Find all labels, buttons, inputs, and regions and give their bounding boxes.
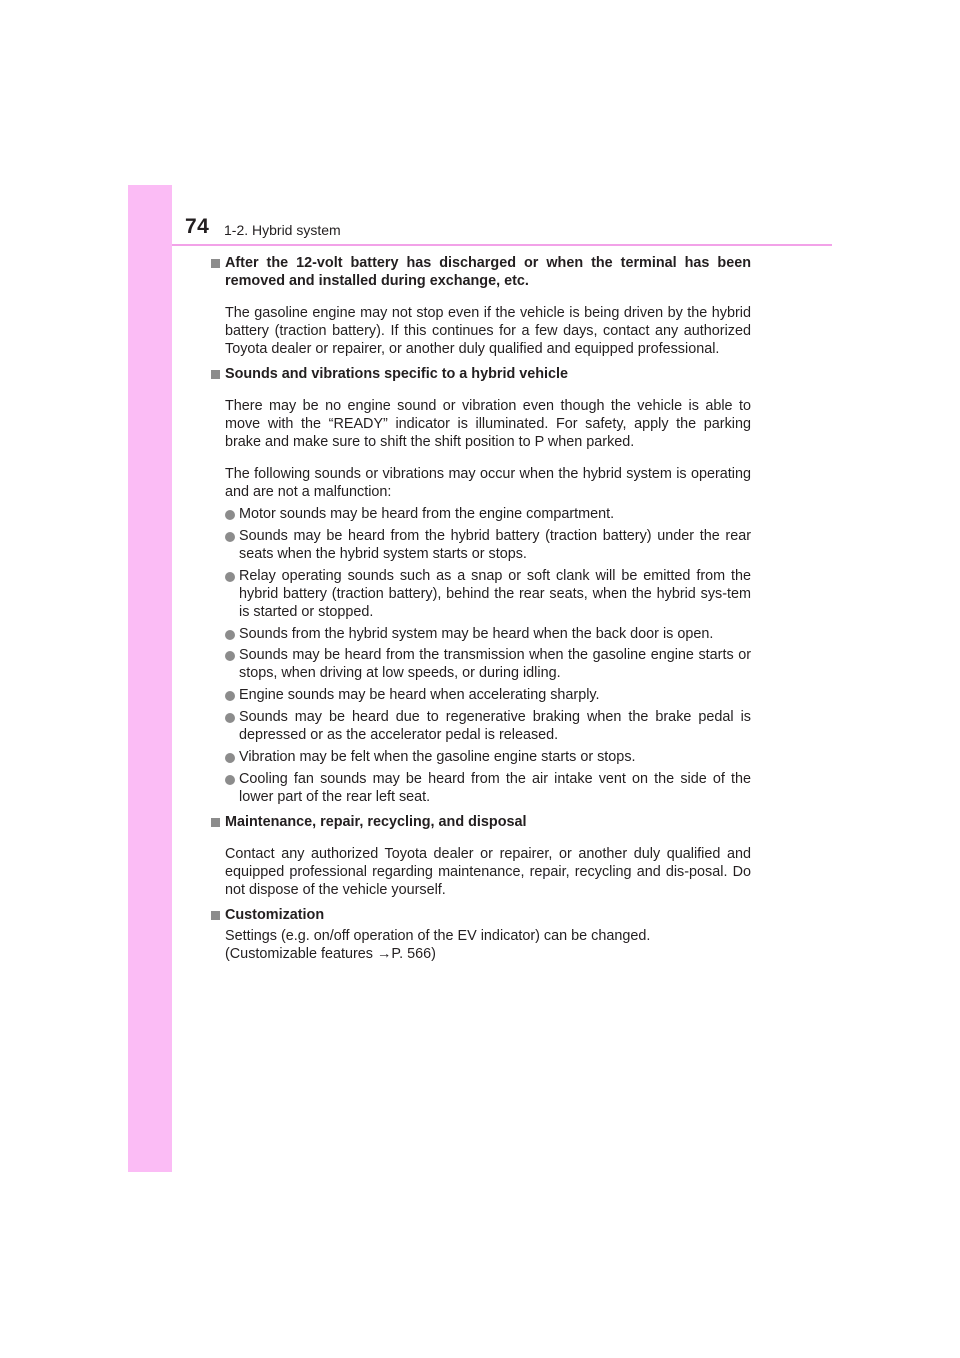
circle-bullet-icon xyxy=(225,532,235,542)
circle-bullet-icon xyxy=(225,713,235,723)
circle-bullet-icon xyxy=(225,753,235,763)
list-item-text: Sounds may be heard from the hybrid battery (traction battery) under the rear seats when the hybrid system starts or stops. xyxy=(239,528,751,562)
list-item xyxy=(225,647,751,683)
section-heading xyxy=(211,366,751,384)
list-item xyxy=(225,709,751,745)
header-rule xyxy=(172,244,832,246)
list-item-text: Sounds may be heard due to regenerative braking when the brake pedal is depressed or as the accelerator pedal is released. xyxy=(239,709,751,744)
list-item xyxy=(225,568,751,622)
section-battery-discharge xyxy=(211,255,751,359)
section-heading xyxy=(211,907,751,925)
side-color-band xyxy=(128,185,172,1172)
cross-reference-page[interactable]: P. 566) xyxy=(391,945,436,962)
list-item xyxy=(225,528,751,564)
page-header xyxy=(172,212,832,248)
square-bullet-icon xyxy=(211,818,220,827)
list-item-text: Vibration may be felt when the gasoline engine starts or stops. xyxy=(239,749,636,766)
list-item xyxy=(225,749,751,767)
content xyxy=(211,255,751,970)
arrow-right-icon: → xyxy=(376,945,392,962)
list-item-text: Cooling fan sounds may be heard from the air intake vent on the side of the lower part of the rear left seat. xyxy=(239,770,751,805)
section-sounds-vibrations xyxy=(211,366,751,807)
list-item-text: Sounds from the hybrid system may be heard when the back door is open. xyxy=(239,625,714,642)
bullet-list xyxy=(211,506,751,807)
circle-bullet-icon xyxy=(225,630,235,640)
page-number: 74 xyxy=(185,215,210,238)
circle-bullet-icon xyxy=(225,510,235,520)
section-customization xyxy=(211,907,751,964)
section-heading-text: Customization xyxy=(225,906,325,923)
section-title: 1-2. Hybrid system xyxy=(224,222,341,238)
circle-bullet-icon xyxy=(225,775,235,785)
list-item-text: Motor sounds may be heard from the engine compartment. xyxy=(239,506,615,523)
square-bullet-icon xyxy=(211,911,220,920)
list-item xyxy=(225,626,751,644)
list-item-text: Engine sounds may be heard when accelerating sharply. xyxy=(239,687,600,704)
section-maintenance xyxy=(211,814,751,900)
list-item xyxy=(225,506,751,524)
paragraph: Contact any authorized Toyota dealer or repairer, or another duly qualified and equipped professional regarding maintenance, repair, recycling and dis-posal. Do not dispose of the vehicle yourself. xyxy=(225,846,751,898)
paragraph: The following sounds or vibrations may occur when the hybrid system is operating and are not a malfunction: xyxy=(225,466,751,501)
paragraph: There may be no engine sound or vibration even though the vehicle is able to move with the “READY” indicator is illuminated. For safety, apply the parking brake and make sure to shift the shift position to P when parked. xyxy=(225,398,751,451)
list-item xyxy=(225,687,751,705)
cross-reference-prefix: (Customizable features xyxy=(225,945,377,962)
section-heading xyxy=(211,255,751,291)
square-bullet-icon xyxy=(211,259,220,268)
list-item-text: Sounds may be heard from the transmission when the gasoline engine starts or stops, when driving at low speeds, or during idling. xyxy=(239,647,751,682)
list-item-text: Relay operating sounds such as a snap or soft clank will be emitted from the hybrid battery (traction battery), behind the rear seats, when the hybrid sys-tem is started or stopped. xyxy=(239,567,751,620)
circle-bullet-icon xyxy=(225,691,235,701)
paragraph: The gasoline engine may not stop even if the vehicle is being driven by the hybrid battery (traction battery). If this continues for a few days, contact any authorized Toyota dealer or repairer, or another duly qualified and equipped professional. xyxy=(225,305,751,358)
section-heading-text: After the 12-volt battery has discharged or when the terminal has been removed and installed during exchange, etc. xyxy=(225,255,751,289)
cross-reference xyxy=(211,946,751,964)
section-heading xyxy=(211,814,751,832)
square-bullet-icon xyxy=(211,370,220,379)
circle-bullet-icon xyxy=(225,651,235,661)
list-item xyxy=(225,771,751,807)
circle-bullet-icon xyxy=(225,572,235,582)
section-heading-text: Sounds and vibrations specific to a hybrid vehicle xyxy=(225,365,569,382)
paragraph: Settings (e.g. on/off operation of the EV indicator) can be changed. xyxy=(225,927,651,944)
section-heading-text: Maintenance, repair, recycling, and disposal xyxy=(225,813,527,830)
